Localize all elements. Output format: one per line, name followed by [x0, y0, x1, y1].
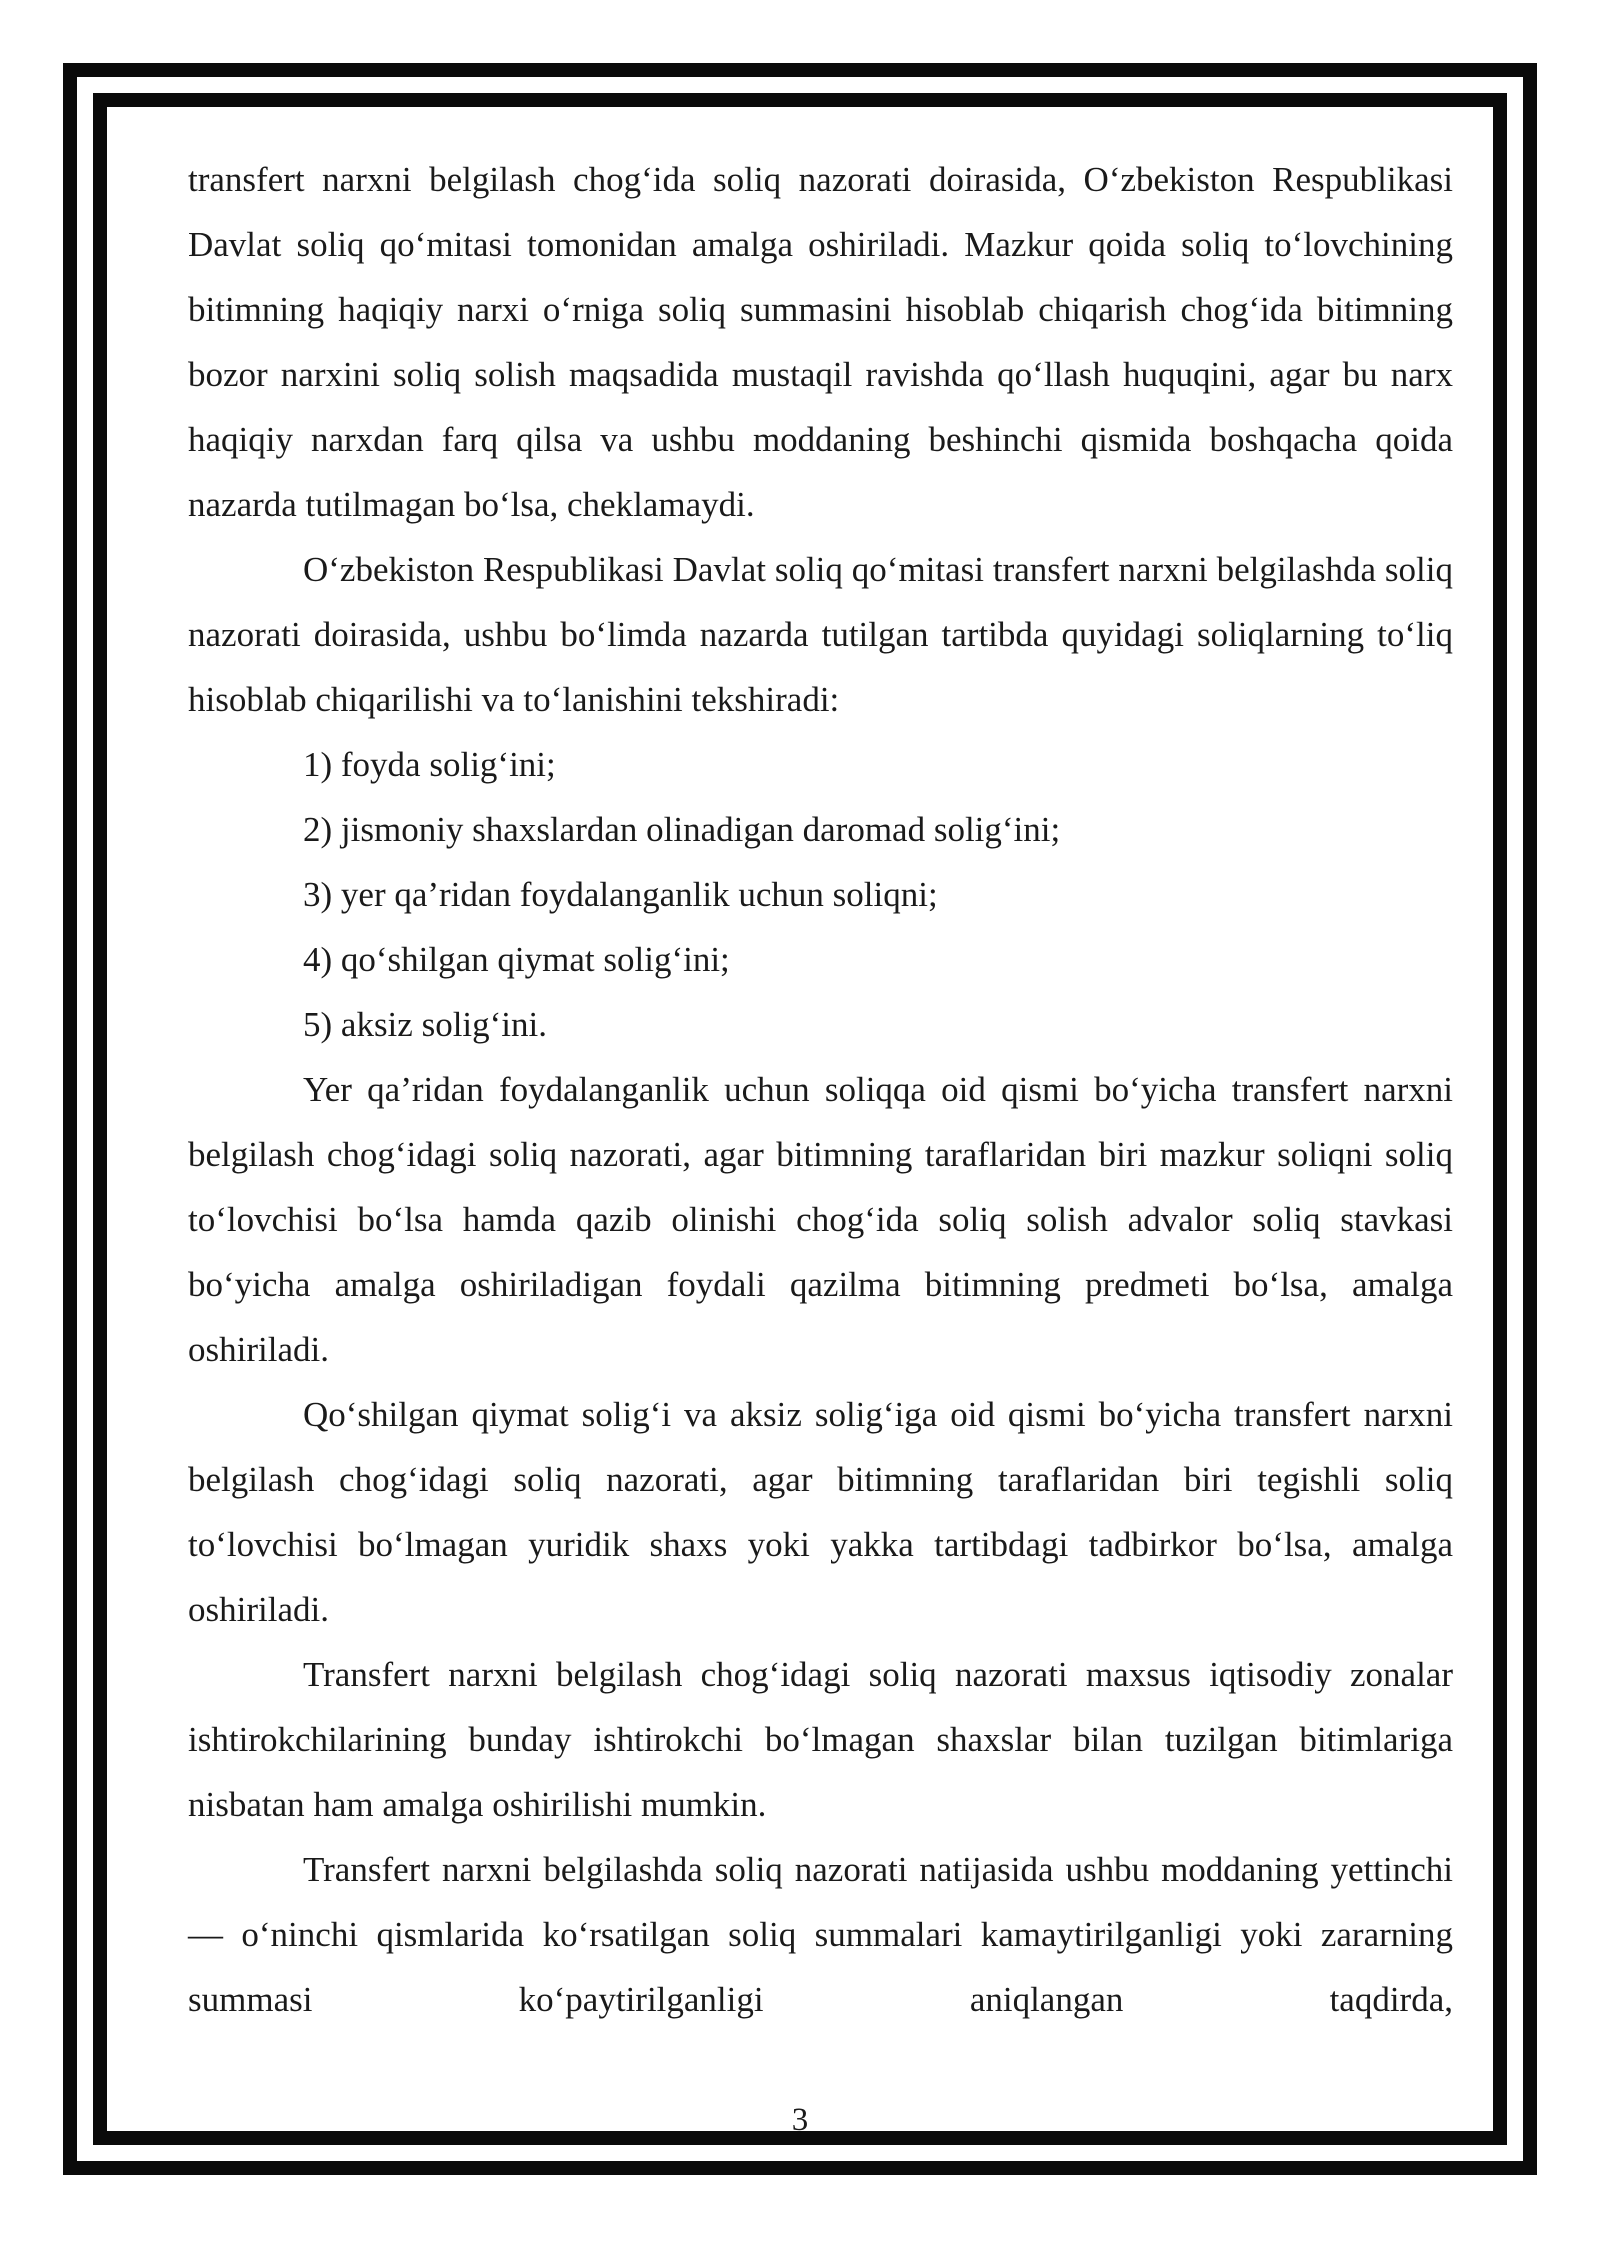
paragraph-1: transfert narxni belgilash chog‘ida soliq nazorati doirasida, O‘zbekiston Respublikasi Davlat soliq qo‘mitasi tomonidan amalga oshiriladi. Mazkur qoida soliq to‘lovchining bitimning haqiqiy narxi o‘rniga soliq summasini hisoblab chiqarish chog‘ida bitimning bozor narxini soliq solish maqsadida mustaqil ravishda qo‘llash huquqini, agar bu narx haqiqiy narxdan farq qilsa va ushbu moddaning beshinchi qismida boshqacha qoida nazarda tutilmagan bo‘lsa, cheklamaydi.: [188, 160, 1453, 524]
list-item: 3) yer qa’ridan foydalanganlik uchun soliqni;: [303, 875, 938, 914]
document-body: [188, 147, 1453, 2032]
list-item: 1) foyda solig‘ini;: [303, 745, 556, 784]
paragraph-4: Qo‘shilgan qiymat solig‘i va aksiz solig‘iga oid qismi bo‘yicha transfert narxni belgilash chog‘idagi soliq nazorati, agar bitimning taraflaridan biri tegishli soliq to‘lovchisi bo‘lmagan yuridik shaxs yoki yakka tartibdagi tadbirkor bo‘lsa, amalga oshiriladi.: [188, 1395, 1453, 1629]
paragraph-5: Transfert narxni belgilash chog‘idagi soliq nazorati maxsus iqtisodiy zonalar ishtirokchilarining bunday ishtirokchi bo‘lmagan shaxslar bilan tuzilgan bitimlariga nisbatan ham amalga oshirilishi mumkin.: [188, 1655, 1453, 1824]
page-number: 3: [791, 2102, 809, 2138]
tax-list: [188, 732, 1453, 1057]
paragraph-2: O‘zbekiston Respublikasi Davlat soliq qo‘mitasi transfert narxni belgilashda soliq nazorati doirasida, ushbu bo‘limda nazarda tutilgan tartibda quyidagi soliqlarning to‘liq hisoblab chiqarilishi va to‘lanishini tekshiradi:: [188, 550, 1453, 719]
paragraph-3: Yer qa’ridan foydalanganlik uchun soliqqa oid qismi bo‘yicha transfert narxni belgilash chog‘idagi soliq nazorati, agar bitimning taraflaridan biri mazkur soliqni soliq to‘lovchisi bo‘lsa hamda qazib olinishi chog‘ida soliq solish advalor soliq stavkasi bo‘yicha amalga oshiriladigan foydali qazilma bitimning predmeti bo‘lsa, amalga oshiriladi.: [188, 1070, 1453, 1369]
list-item: 2) jismoniy shaxslardan olinadigan daromad solig‘ini;: [303, 810, 1061, 849]
list-item: 5) aksiz solig‘ini.: [303, 1005, 547, 1044]
paragraph-6: Transfert narxni belgilashda soliq nazorati natijasida ushbu moddaning yettinchi — o‘ninchi qismlarida ko‘rsatilgan soliq summalari kamaytirilganligi yoki zararning summasi ko‘paytirilganligi aniqlangan taqdirda,: [188, 1850, 1453, 2019]
list-item: 4) qo‘shilgan qiymat solig‘ini;: [303, 940, 730, 979]
